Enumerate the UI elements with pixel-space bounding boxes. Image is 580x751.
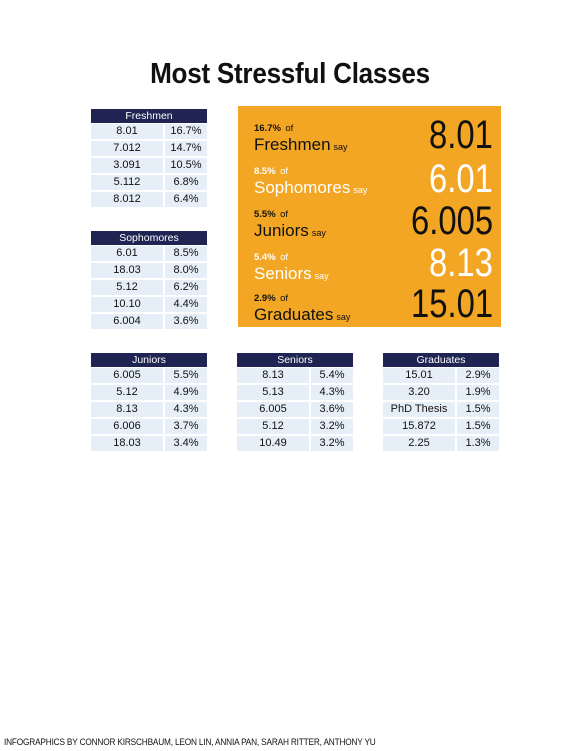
percent-cell: 5.4% xyxy=(311,368,353,383)
course-cell: 5.112 xyxy=(91,175,163,190)
course-cell: 18.03 xyxy=(91,436,163,451)
course-cell: 10.10 xyxy=(91,297,163,312)
percent-cell: 1.5% xyxy=(457,402,499,417)
table-row xyxy=(383,402,499,418)
percent-cell: 6.2% xyxy=(165,280,207,295)
highlight-say: say xyxy=(333,142,348,152)
percent-cell: 6.8% xyxy=(165,175,207,190)
table-row xyxy=(91,280,207,296)
highlight-group: Juniors xyxy=(254,221,309,240)
seniors-table xyxy=(237,353,353,452)
table-row xyxy=(91,368,207,384)
course-cell: 6.006 xyxy=(91,419,163,434)
table-row xyxy=(91,246,207,262)
credit-line: INFOGRAPHICS BY CONNOR KIRSCHBAUM, LEON LIN, ANNIA PAN, SARAH RITTER, ANTHONY YU xyxy=(4,737,376,747)
table-row xyxy=(91,141,207,157)
percent-cell: 2.9% xyxy=(457,368,499,383)
highlight-percent: 5.4% xyxy=(254,252,276,263)
highlight-sophomores xyxy=(254,161,367,198)
percent-cell: 4.9% xyxy=(165,385,207,400)
course-cell: 8.13 xyxy=(91,402,163,417)
percent-cell: 4.4% xyxy=(165,297,207,312)
highlight-say: say xyxy=(314,271,329,281)
highlight-seniors xyxy=(254,247,329,284)
course-cell: 8.01 xyxy=(91,124,163,139)
course-cell: 8.012 xyxy=(91,192,163,207)
highlight-percent: 2.9% xyxy=(254,293,276,304)
percent-cell: 3.4% xyxy=(165,436,207,451)
freshmen-table xyxy=(91,109,207,208)
course-cell: 7.012 xyxy=(91,141,163,156)
highlight-freshmen xyxy=(254,118,348,155)
highlight-percent: 5.5% xyxy=(254,209,276,220)
percent-cell: 14.7% xyxy=(165,141,207,156)
percent-cell: 1.5% xyxy=(457,419,499,434)
highlight-of: of xyxy=(280,209,289,220)
course-cell: 10.49 xyxy=(237,436,309,451)
table-row xyxy=(91,192,207,208)
graduates-table xyxy=(383,353,499,452)
highlight-percent: 8.5% xyxy=(254,166,276,177)
table-row xyxy=(91,124,207,140)
highlight-course: 6.01 xyxy=(429,157,493,201)
table-row xyxy=(91,263,207,279)
percent-cell: 4.3% xyxy=(311,385,353,400)
percent-cell: 4.3% xyxy=(165,402,207,417)
highlight-of: of xyxy=(280,166,289,177)
course-cell: 6.005 xyxy=(91,368,163,383)
course-cell: 15.872 xyxy=(383,419,455,434)
sophomores-table xyxy=(91,231,207,330)
percent-cell: 3.6% xyxy=(311,402,353,417)
percent-cell: 1.9% xyxy=(457,385,499,400)
table-row xyxy=(237,368,353,384)
percent-cell: 8.0% xyxy=(165,263,207,278)
course-cell: 3.091 xyxy=(91,158,163,173)
highlight-course: 8.01 xyxy=(429,113,493,157)
percent-cell: 10.5% xyxy=(165,158,207,173)
table-header: Sophomores xyxy=(91,231,207,245)
percent-cell: 3.7% xyxy=(165,419,207,434)
highlight-group: Seniors xyxy=(254,264,312,283)
course-cell: 6.005 xyxy=(237,402,309,417)
highlight-juniors xyxy=(254,204,326,241)
page-title: Most Stressful Classes xyxy=(150,58,430,90)
percent-cell: 3.6% xyxy=(165,314,207,329)
table-row xyxy=(91,158,207,174)
course-cell: 3.20 xyxy=(383,385,455,400)
highlight-group: Freshmen xyxy=(254,135,331,154)
highlight-percent: 16.7% xyxy=(254,123,281,134)
highlight-of: of xyxy=(280,293,289,304)
table-row xyxy=(91,314,207,330)
percent-cell: 8.5% xyxy=(165,246,207,261)
highlight-course: 6.005 xyxy=(410,199,493,243)
course-cell: 2.25 xyxy=(383,436,455,451)
table-row xyxy=(237,436,353,452)
table-row xyxy=(91,419,207,435)
course-cell: 8.13 xyxy=(237,368,309,383)
course-cell: 5.13 xyxy=(237,385,309,400)
table-row xyxy=(383,385,499,401)
course-cell: 5.12 xyxy=(237,419,309,434)
juniors-table xyxy=(91,353,207,452)
table-row xyxy=(91,297,207,313)
table-row xyxy=(383,436,499,452)
course-cell: PhD Thesis xyxy=(383,402,455,417)
course-cell: 18.03 xyxy=(91,263,163,278)
table-row xyxy=(237,402,353,418)
table-header: Freshmen xyxy=(91,109,207,123)
highlight-course: 15.01 xyxy=(410,282,493,326)
percent-cell: 1.3% xyxy=(457,436,499,451)
course-cell: 6.01 xyxy=(91,246,163,261)
table-header: Graduates xyxy=(383,353,499,367)
course-cell: 5.12 xyxy=(91,280,163,295)
table-row xyxy=(237,419,353,435)
percent-cell: 3.2% xyxy=(311,436,353,451)
percent-cell: 6.4% xyxy=(165,192,207,207)
highlight-say: say xyxy=(336,312,351,322)
table-row xyxy=(91,436,207,452)
table-row xyxy=(91,175,207,191)
highlight-say: say xyxy=(311,228,326,238)
highlight-course: 8.13 xyxy=(429,241,493,285)
highlight-group: Sophomores xyxy=(254,178,351,197)
highlight-box xyxy=(238,106,501,327)
percent-cell: 16.7% xyxy=(165,124,207,139)
table-row xyxy=(383,419,499,435)
table-row xyxy=(91,402,207,418)
table-header: Seniors xyxy=(237,353,353,367)
highlight-of: of xyxy=(280,252,289,263)
course-cell: 5.12 xyxy=(91,385,163,400)
course-cell: 6.004 xyxy=(91,314,163,329)
percent-cell: 5.5% xyxy=(165,368,207,383)
table-row xyxy=(91,385,207,401)
highlight-say: say xyxy=(353,185,368,195)
highlight-graduates xyxy=(254,288,350,325)
table-row xyxy=(237,385,353,401)
highlight-of: of xyxy=(285,123,294,134)
table-row xyxy=(383,368,499,384)
course-cell: 15.01 xyxy=(383,368,455,383)
percent-cell: 3.2% xyxy=(311,419,353,434)
highlight-group: Graduates xyxy=(254,305,334,324)
table-header: Juniors xyxy=(91,353,207,367)
